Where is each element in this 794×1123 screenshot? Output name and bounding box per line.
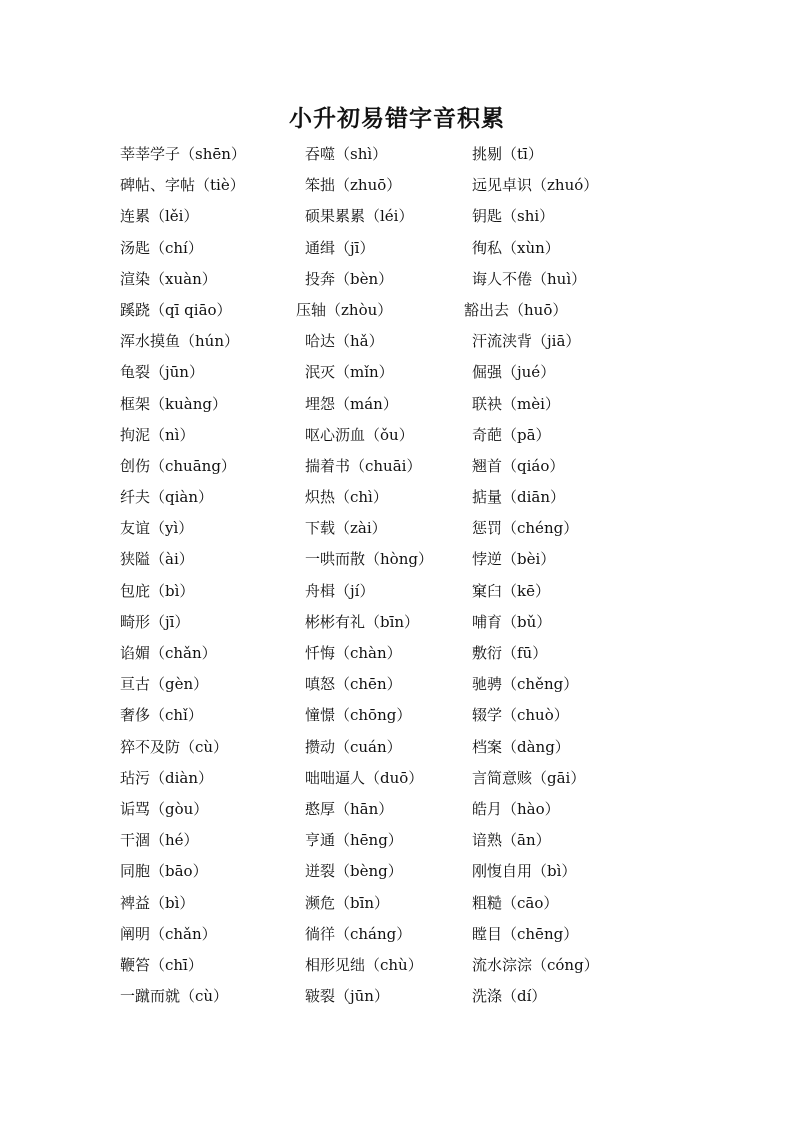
table-row — [0, 923, 794, 954]
table-row — [0, 299, 794, 330]
table-row — [0, 455, 794, 486]
word-entry: 谄媚（chǎn） — [120, 644, 217, 662]
table-row — [0, 517, 794, 548]
table-row — [0, 330, 794, 361]
word-entry: 纤夫（qiàn） — [120, 488, 214, 507]
word-entry: 瞠目（chēng） — [472, 924, 579, 943]
word-entry: 档案（dàng） — [472, 737, 570, 756]
table-row — [0, 985, 794, 1016]
word-entry: 惩罚（chéng） — [472, 519, 579, 538]
table-row — [0, 361, 794, 392]
word-entry: 咄咄逼人（duō） — [305, 768, 424, 787]
word-entry: 濒危（bīn） — [305, 893, 390, 912]
word-entry: 硕果累累（léi） — [305, 207, 414, 226]
word-entry: 奢侈（chǐ） — [120, 706, 203, 725]
word-entry: 诲人不倦（huì） — [472, 269, 587, 288]
word-entry: 奇葩（pā） — [472, 425, 551, 444]
word-entry: 亨通（hēng） — [305, 831, 403, 850]
table-row — [0, 424, 794, 455]
word-entry: 一蹴而就（cù） — [120, 987, 229, 1006]
word-entry: 翘首（qiáo） — [472, 456, 565, 475]
table-row — [0, 237, 794, 268]
word-entry: 诟骂（gòu） — [120, 799, 209, 818]
word-entry: 谙熟（ān） — [472, 831, 551, 850]
word-entry: 远见卓识（zhuó） — [472, 176, 599, 195]
table-row — [0, 704, 794, 735]
pronunciation-table — [0, 143, 794, 1016]
word-entry: 忏悔（chàn） — [305, 644, 402, 662]
word-entry: 流水淙淙（cóng） — [472, 955, 599, 974]
word-entry: 徇私（xùn） — [472, 238, 560, 257]
table-row — [0, 486, 794, 517]
word-entry: 皓月（hào） — [472, 799, 560, 818]
word-entry: 埋怨（mán） — [305, 394, 398, 413]
table-row — [0, 580, 794, 611]
word-entry: 同胞（bāo） — [120, 862, 208, 881]
word-entry: 粗糙（cāo） — [472, 893, 559, 912]
word-entry: 玷污（diàn） — [120, 768, 214, 787]
word-entry: 彬彬有礼（bīn） — [305, 612, 420, 631]
word-entry: 渲染（xuàn） — [120, 269, 217, 288]
word-entry: 通缉（jī） — [305, 238, 375, 257]
word-entry: 蹊跷（qī qiāo） — [120, 300, 232, 319]
table-row — [0, 892, 794, 923]
word-entry: 嗔怒（chēn） — [305, 675, 402, 694]
word-entry: 洗涤（dí） — [472, 987, 547, 1006]
word-entry: 言简意赅（gāi） — [472, 768, 586, 787]
table-row — [0, 268, 794, 299]
word-entry: 炽热（chì） — [305, 488, 388, 507]
table-row — [0, 611, 794, 642]
word-entry: 投奔（bèn） — [305, 269, 394, 288]
table-row — [0, 829, 794, 860]
word-entry: 驰骋（chěng） — [472, 675, 579, 694]
table-row — [0, 673, 794, 704]
word-entry: 汗流浃背（jiā） — [472, 332, 581, 351]
word-entry: 辍学（chuò） — [472, 706, 569, 725]
table-row — [0, 143, 794, 174]
word-entry: 裨益（bì） — [120, 893, 195, 912]
table-row — [0, 767, 794, 798]
word-entry: 掂量（diān） — [472, 488, 566, 507]
word-entry: 倔强（jué） — [472, 363, 556, 382]
word-entry: 豁出去（huō） — [464, 300, 568, 319]
word-entry: 吞噬（shì） — [305, 145, 388, 163]
page-title: 小升初易错字音积累 — [289, 105, 505, 132]
word-entry: 刚愎自用（bì） — [472, 862, 577, 881]
word-entry: 钥匙（shi） — [472, 207, 555, 226]
word-entry: 碑帖、字帖（tiè） — [120, 176, 245, 195]
word-entry: 攒动（cuán） — [305, 737, 402, 756]
word-entry: 窠臼（kē） — [472, 581, 550, 600]
table-row — [0, 174, 794, 205]
word-entry: 猝不及防（cù） — [120, 737, 229, 756]
word-entry: 哈达（hǎ） — [305, 332, 384, 351]
table-row — [0, 393, 794, 424]
word-entry: 框架（kuàng） — [120, 394, 227, 413]
table-row — [0, 642, 794, 673]
table-row — [0, 798, 794, 829]
table-row — [0, 736, 794, 767]
word-entry: 憨厚（hān） — [305, 799, 394, 818]
word-entry: 狭隘（ài） — [120, 550, 194, 569]
word-entry: 悖逆（bèi） — [472, 550, 556, 569]
word-entry: 哺育（bǔ） — [472, 612, 552, 631]
word-entry: 畸形（jī） — [120, 612, 190, 631]
table-row — [0, 548, 794, 579]
word-entry: 呕心沥血（ǒu） — [305, 425, 414, 444]
word-entry: 挑剔（tī） — [472, 145, 543, 163]
table-row — [0, 954, 794, 985]
word-entry: 联袂（mèi） — [472, 394, 560, 413]
word-entry: 泯灭（mǐn） — [305, 363, 394, 382]
word-entry: 下载（zài） — [305, 519, 387, 538]
word-entry: 连累（lěi） — [120, 207, 199, 226]
word-entry: 莘莘学子（shēn） — [120, 145, 246, 163]
word-entry: 拘泥（nì） — [120, 425, 195, 444]
word-entry: 包庇（bì） — [120, 581, 195, 600]
word-entry: 创伤（chuāng） — [120, 456, 236, 475]
word-entry: 龟裂（jūn） — [120, 363, 204, 382]
word-entry: 压轴（zhòu） — [296, 300, 393, 319]
table-row — [0, 860, 794, 891]
word-entry: 亘古（gèn） — [120, 675, 209, 694]
word-entry: 干涸（hé） — [120, 831, 199, 850]
word-entry: 皲裂（jūn） — [305, 987, 389, 1006]
word-entry: 友谊（yì） — [120, 519, 194, 538]
word-entry: 舟楫（jí） — [305, 581, 375, 600]
word-entry: 相形见绌（chù） — [305, 955, 423, 974]
word-entry: 汤匙（chí） — [120, 238, 203, 257]
word-entry: 浑水摸鱼（hún） — [120, 332, 239, 351]
word-entry: 揣着书（chuāi） — [305, 456, 422, 475]
word-entry: 徜徉（cháng） — [305, 924, 412, 943]
word-entry: 敷衍（fū） — [472, 644, 548, 662]
word-entry: 迸裂（bèng） — [305, 862, 403, 881]
word-entry: 鞭笞（chī） — [120, 955, 203, 974]
word-entry: 憧憬（chōng） — [305, 706, 412, 725]
table-row — [0, 205, 794, 236]
word-entry: 阐明（chǎn） — [120, 924, 217, 943]
word-entry: 笨拙（zhuō） — [305, 176, 402, 195]
word-entry: 一哄而散（hòng） — [305, 550, 433, 569]
